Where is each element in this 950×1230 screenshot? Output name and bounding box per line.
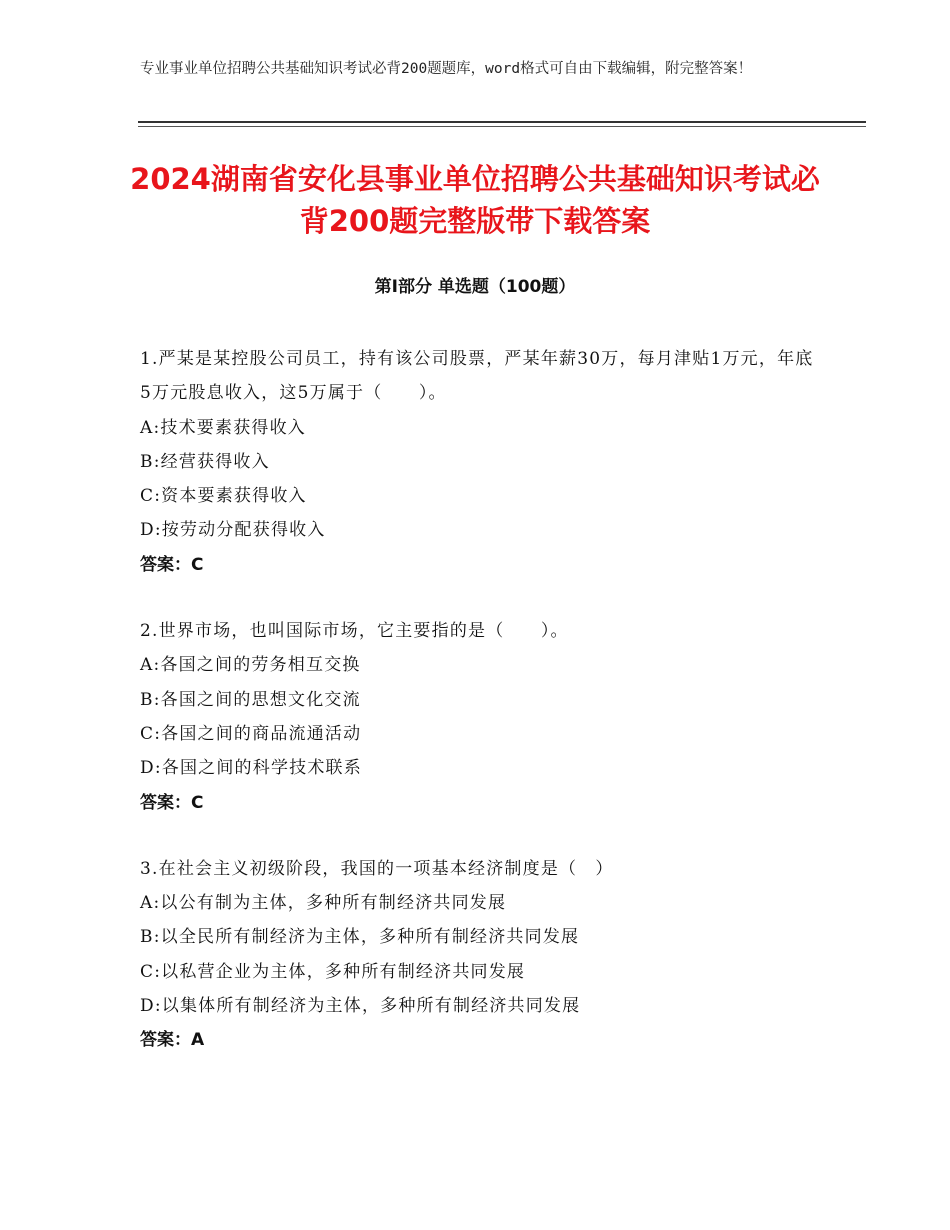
- header-divider-thick: [138, 121, 866, 123]
- option-d: D:按劳动分配获得收入: [140, 520, 326, 541]
- section-title: 第Ⅰ部分 单选题（100题）: [374, 277, 576, 297]
- question-stem: 1.严某是某控股公司员工，持有该公司股票，严某年薪30万，每月津贴1万元，年底5万元股息收入，这5万属于（ ）。: [140, 349, 814, 404]
- option-d: D:以集体所有制经济为主体，多种所有制经济共同发展: [140, 996, 581, 1017]
- question-3: [140, 852, 820, 1058]
- option-c: C:以私营企业为主体，多种所有制经济共同发展: [140, 961, 526, 982]
- question-2: [140, 614, 820, 820]
- question-stem: 2.世界市场，也叫国际市场，它主要指的是（ ）。: [140, 621, 569, 642]
- header-divider-thin: [138, 126, 866, 127]
- document-title: 2024湖南省安化县事业单位招聘公共基础知识考试必背200题完整版带下载答案: [130, 162, 820, 238]
- option-a: A:以公有制为主体，多种所有制经济共同发展: [140, 893, 507, 914]
- question-stem: 3.在社会主义初级阶段，我国的一项基本经济制度是（ ）: [140, 858, 614, 879]
- option-c: C:各国之间的商品流通活动: [140, 723, 362, 744]
- answer-line: 答案：A: [140, 1030, 205, 1051]
- option-c: C:资本要素获得收入: [140, 486, 307, 507]
- answer-line: 答案：C: [140, 554, 204, 575]
- option-b: B:经营获得收入: [140, 451, 270, 472]
- option-b: B:以全民所有制经济为主体，多种所有制经济共同发展: [140, 927, 580, 948]
- option-d: D:各国之间的科学技术联系: [140, 758, 362, 779]
- option-b: B:各国之间的思想文化交流: [140, 689, 361, 710]
- question-list: [140, 342, 820, 1090]
- header-note: 专业事业单位招聘公共基础知识考试必背200题题库，word格式可自由下载编辑，附完整答案！: [140, 61, 753, 77]
- question-1: [140, 342, 820, 582]
- option-a: A:技术要素获得收入: [140, 417, 307, 438]
- answer-line: 答案：C: [140, 792, 204, 813]
- option-a: A:各国之间的劳务相互交换: [140, 655, 361, 676]
